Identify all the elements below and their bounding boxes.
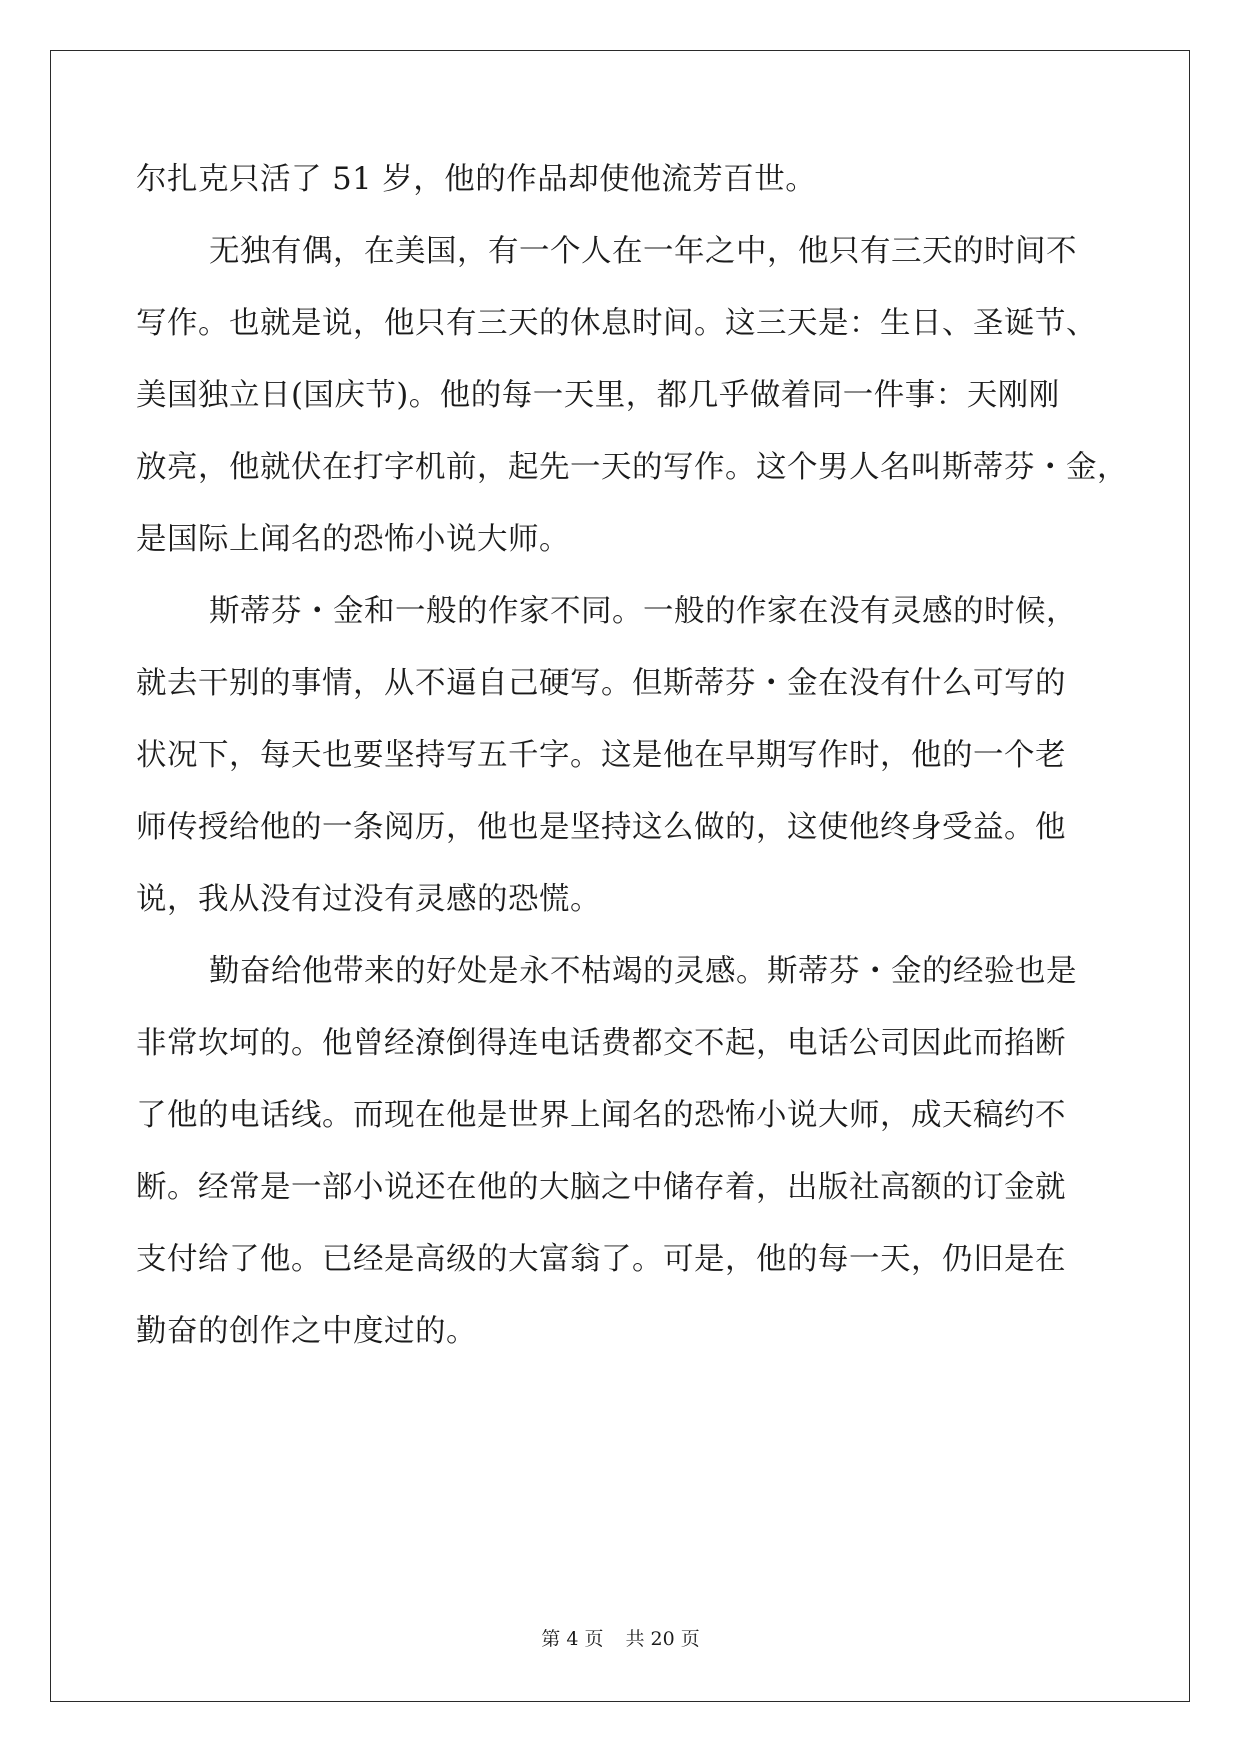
text-line: 非常坎坷的。他曾经潦倒得连电话费都交不起，电话公司因此而掐断 — [136, 1026, 1066, 1061]
text-line: 支付给了他。已经是高级的大富翁了。可是，他的每一天，仍旧是在 — [136, 1242, 1066, 1277]
text-line: 说，我从没有过没有灵感的恐慌。 — [136, 882, 601, 917]
text-line: 断。经常是一部小说还在他的大脑之中储存着，出版社高额的订金就 — [136, 1170, 1066, 1205]
text-line: 放亮，他就伏在打字机前，起先一天的写作。这个男人名叫斯蒂芬・金， — [136, 450, 1128, 485]
text-line-indented: 斯蒂芬・金和一般的作家不同。一般的作家在没有灵感的时候， — [209, 594, 1077, 629]
text-line-indented: 无独有偶，在美国，有一个人在一年之中，他只有三天的时间不 — [209, 234, 1077, 269]
text-line: 状况下，每天也要坚持写五千字。这是他在早期写作时，他的一个老 — [136, 738, 1066, 773]
page-footer — [0, 1627, 1241, 1651]
text-line: 就去干别的事情，从不逼自己硬写。但斯蒂芬・金在没有什么可写的 — [136, 666, 1066, 701]
page-border — [50, 50, 1190, 1702]
text-line: 写作。也就是说，他只有三天的休息时间。这三天是：生日、圣诞节、 — [136, 306, 1097, 341]
text-line: 美国独立日(国庆节)。他的每一天里，都几乎做着同一件事：天刚刚 — [136, 378, 1060, 413]
text-line: 是国际上闻名的恐怖小说大师。 — [136, 522, 570, 557]
text-line: 尔扎克只活了 51 岁，他的作品却使他流芳百世。 — [136, 162, 817, 197]
text-line: 勤奋的创作之中度过的。 — [136, 1314, 477, 1349]
text-line-indented: 勤奋给他带来的好处是永不枯竭的灵感。斯蒂芬・金的经验也是 — [209, 954, 1077, 989]
text-line: 了他的电话线。而现在他是世界上闻名的恐怖小说大师，成天稿约不 — [136, 1098, 1066, 1133]
text-line: 师传授给他的一条阅历，他也是坚持这么做的，这使他终身受益。他 — [136, 810, 1066, 845]
page-number: 第 4 页 — [541, 1628, 604, 1650]
page-total: 共 20 页 — [625, 1628, 700, 1650]
